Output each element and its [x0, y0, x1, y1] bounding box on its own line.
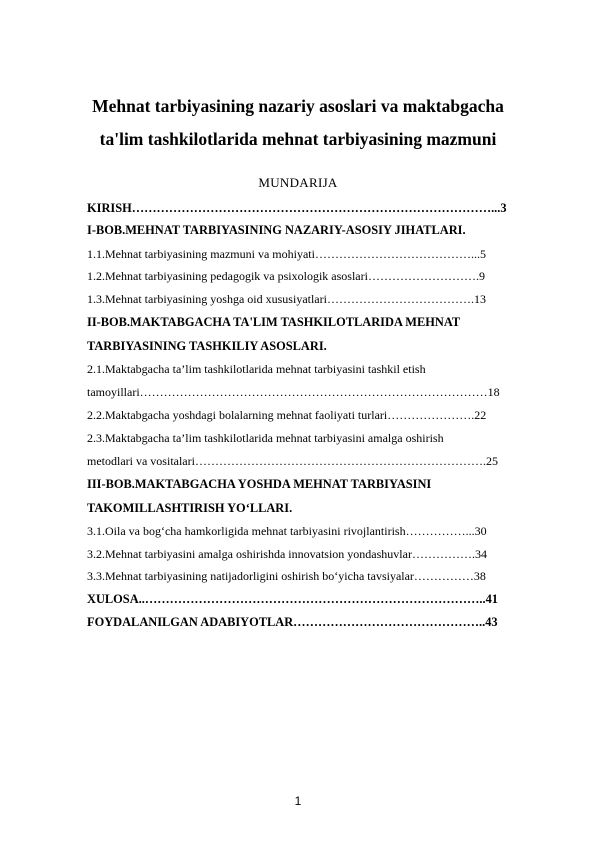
toc-entry-chapter-3[interactable]: III-BOB.MAKTABGACHA YOSHDA MEHNAT TARBIYASINI	[87, 477, 432, 491]
document-title-line-1: Mehnat tarbiyasining nazariy asoslari va maktabgacha	[92, 96, 504, 116]
toc-entry-2-1[interactable]: 2.1.Maktabgacha ta’lim tashkilotlarida mehnat tarbiyasini tashkil etish	[87, 362, 426, 376]
toc-entry-conclusion[interactable]: XULOSA..………………………………………………………………………..41	[87, 592, 498, 606]
toc-entry-1-2[interactable]: 1.2.Mehnat tarbiyasining pedagogik va psixologik asoslari……………………….9	[87, 269, 485, 283]
toc-entry-chapter-3-continued[interactable]: TAKOMILLASHTIRISH YO‘LLARI.	[87, 501, 293, 515]
toc-entry-introduction[interactable]: KIRISH……………………………………………………………………………...3	[87, 201, 507, 215]
toc-entry-chapter-1[interactable]: I-BOB.MEHNAT TARBIYASINING NAZARIY-ASOSIY JIHATLARI.	[87, 223, 466, 237]
toc-entry-3-2[interactable]: 3.2.Mehnat tarbiyasini amalga oshirishda innovatsion yondashuvlar…………….34	[87, 547, 487, 561]
toc-entry-chapter-2-continued[interactable]: TARBIYASINING TASHKILIY ASOSLARI.	[87, 339, 327, 353]
toc-entry-references[interactable]: FOYDALANILGAN ADABIYOTLAR………………………………………..43	[87, 615, 498, 629]
contents-heading: MUNDARIJA	[258, 175, 338, 190]
toc-entry-1-3[interactable]: 1.3.Mehnat tarbiyasining yoshga oid xususiyatlari……………………………….13	[87, 292, 486, 306]
toc-entry-2-1-continued[interactable]: tamoyillari……………………………………………………………………………18	[87, 385, 500, 399]
toc-entry-2-3-continued[interactable]: metodlari va vositalari……………………………………………………………….25	[87, 454, 498, 468]
toc-entry-2-3[interactable]: 2.3.Maktabgacha ta’lim tashkilotlarida mehnat tarbiyasini amalga oshirish	[87, 431, 444, 445]
toc-entry-3-3[interactable]: 3.3.Mehnat tarbiyasining natijadorligini oshirish bo‘yicha tavsiyalar……………38	[87, 569, 486, 583]
toc-entry-2-2[interactable]: 2.2.Maktabgacha yoshdagi bolalarning mehnat faoliyati turlari………………….22	[87, 408, 487, 422]
toc-entry-1-1[interactable]: 1.1.Mehnat tarbiyasining mazmuni va mohiyati…………………………………...5	[87, 247, 486, 261]
toc-entry-chapter-2[interactable]: II-BOB.MAKTABGACHA TA'LIM TASHKILOTLARIDA MEHNAT	[87, 315, 461, 329]
page-number: 1	[294, 794, 302, 808]
document-title-line-2: ta'lim tashkilotlarida mehnat tarbiyasining mazmuni	[99, 129, 497, 149]
toc-entry-3-1[interactable]: 3.1.Oila va bog‘cha hamkorligida mehnat tarbiyasini rivojlantirish……………...30	[87, 524, 487, 538]
